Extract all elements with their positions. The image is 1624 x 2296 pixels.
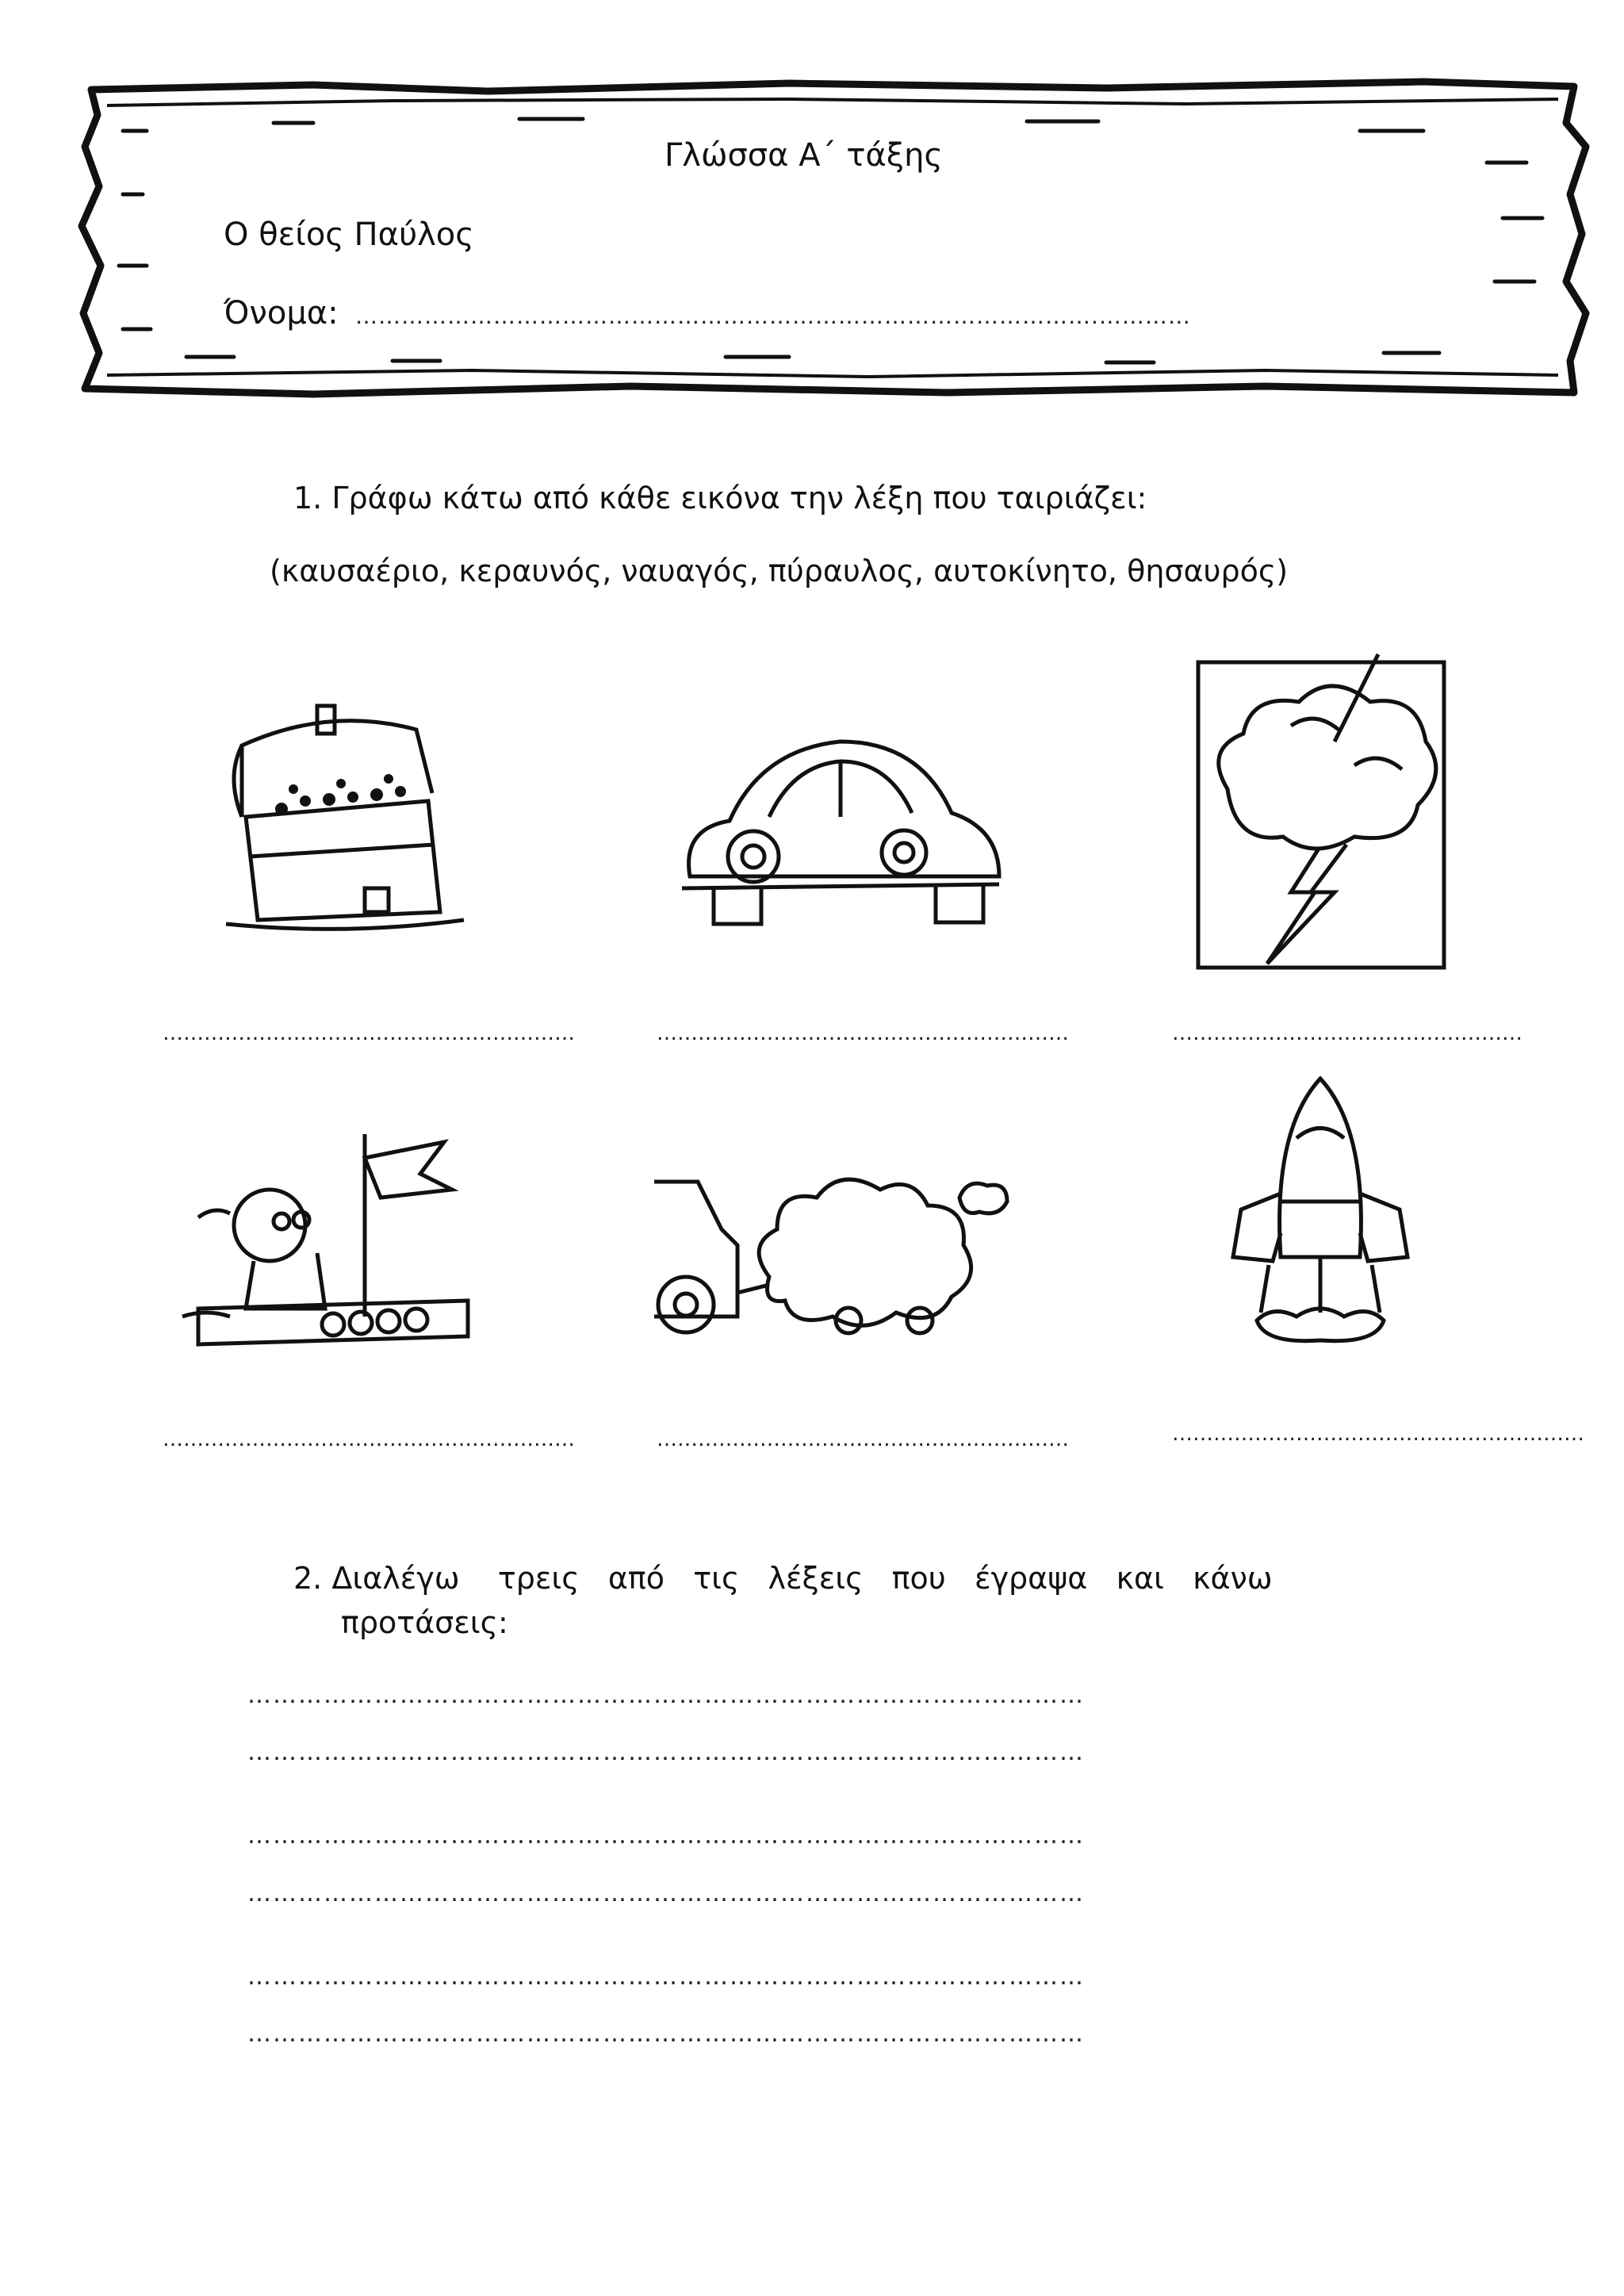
- lightning-cloud-icon: [1196, 654, 1450, 972]
- exercise1-instruction: 1. Γράφω κάτω από κάθε εικόνα την λέξη που ταιριάζει:: [293, 481, 1147, 516]
- sentence-line-6[interactable]: ………………………………………………………………………………………: [247, 2020, 1085, 2048]
- answer-line-4[interactable]: ……………………………………………………: [163, 1428, 575, 1451]
- castaway-raft-icon: [182, 1118, 484, 1356]
- answer-line-6[interactable]: ……………………………………………………: [1172, 1422, 1584, 1446]
- lightning-cloud-picture: [1196, 654, 1450, 972]
- exhaust-smoke-icon: [650, 1158, 1015, 1340]
- sentence-line-2[interactable]: ………………………………………………………………………………………: [247, 1738, 1085, 1766]
- name-input-line[interactable]: …………………………………………………………………………………….…………: [355, 303, 1191, 329]
- sentence-line-4[interactable]: ………………………………………………………………………………………: [247, 1880, 1085, 1907]
- rocket-icon: [1225, 1075, 1415, 1352]
- treasure-chest-icon: [210, 698, 480, 936]
- answer-line-3[interactable]: ……………………………………………: [1172, 1022, 1522, 1045]
- treasure-chest-picture: [210, 698, 480, 936]
- car-icon: [666, 718, 1015, 940]
- lesson-title: Ο θείος Παύλος: [224, 217, 474, 253]
- sentence-line-3[interactable]: ………………………………………………………………………………………: [247, 1822, 1085, 1849]
- exercise1-word-list: (καυσαέριο, κεραυνός, ναυαγός, πύραυλος, αυτοκίνητο, θησαυρός): [270, 554, 1289, 588]
- car-picture: [666, 718, 1015, 940]
- answer-line-1[interactable]: ……………………………………………………: [163, 1022, 575, 1045]
- answer-line-5[interactable]: ……………………………………………………: [657, 1428, 1069, 1451]
- rocket-picture: [1225, 1075, 1415, 1352]
- exercise2-instruction-line1: 2. Διαλέγω τρεις από τις λέξεις που έγραψα και κάνω: [293, 1561, 1273, 1596]
- sentence-line-5[interactable]: ………………………………………………………………………………………: [247, 1963, 1085, 1991]
- answer-line-2[interactable]: ……………………………………………………: [657, 1022, 1069, 1045]
- name-label: Όνομα:: [224, 295, 339, 332]
- exhaust-smoke-picture: [650, 1158, 1015, 1340]
- exercise2-instruction-line2: προτάσεις:: [341, 1605, 508, 1640]
- worksheet-title: Γλώσσα Α΄ τάξης: [665, 137, 943, 174]
- castaway-raft-picture: [182, 1118, 484, 1356]
- sentence-line-1[interactable]: ………………………………………………………………………………………: [247, 1681, 1085, 1709]
